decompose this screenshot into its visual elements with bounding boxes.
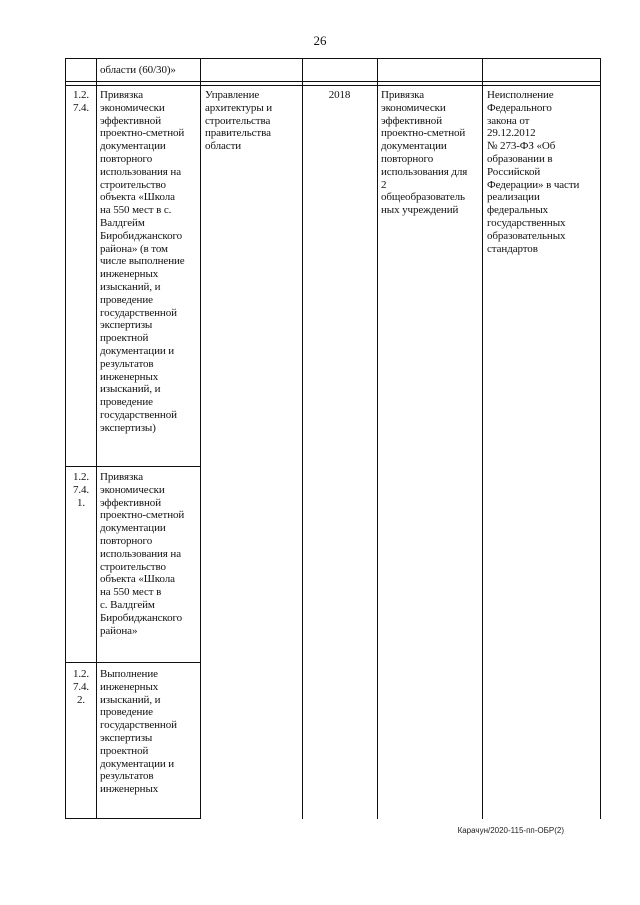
row-consequence: Неисполнение Федерального закона от 29.12.2012 № 273-ФЗ «Об образовании в Российской Федерации» в части реализации федеральных государственных образовательных стандартов: [487, 89, 580, 255]
row-name: области (60/30)»: [100, 64, 176, 76]
table-top-border: [65, 58, 600, 59]
row-number: 1.2. 7.4.: [72, 89, 90, 114]
row-name: Привязка экономически эффективной проектно-сметной документации повторного использования на строительство объекта «Школа на 550 мест в с. Валдгейм Биробиджанского района»: [100, 471, 185, 637]
row-executor: Управление архитектуры и строительства правительства области: [205, 89, 273, 153]
table-bottom-border: [65, 818, 201, 819]
column-divider: [377, 58, 378, 819]
row-name: Привязка экономически эффективной проектно-сметной документации повторного использования на строительство объекта «Школа на 550 мест в с. Валдгейм Биробиджанского района» (в том числе выполнение инженерных изысканий, и проведение государственной экспертизы проектной документации и результатов инженерных изысканий, и проведение государственной экспертизы): [100, 89, 185, 434]
row-number: 1.2. 7.4. 2.: [72, 668, 90, 706]
row-result: Привязка экономически эффективной проектно-сметной документации повторного использования для 2 общеобразователь ных учреждений: [381, 89, 468, 217]
table-row-divider: [65, 81, 600, 82]
table-right-border: [600, 58, 601, 819]
table-left-border: [65, 58, 66, 819]
document-footer: Карачун/2020-115-пп-ОБР(2): [457, 826, 564, 835]
row-number: 1.2. 7.4. 1.: [72, 471, 90, 509]
table-row-divider: [65, 85, 600, 86]
page-number: 26: [313, 33, 327, 48]
row-name: Выполнение инженерных изысканий, и проведение государственной экспертизы проектной документации и результатов инженерных: [100, 668, 177, 796]
column-divider: [482, 58, 483, 819]
column-divider: [302, 58, 303, 819]
column-divider: [200, 58, 201, 819]
table-row-divider: [65, 662, 201, 663]
row-year: 2018: [328, 89, 351, 101]
table-row-divider: [65, 466, 201, 467]
column-divider: [96, 58, 97, 819]
